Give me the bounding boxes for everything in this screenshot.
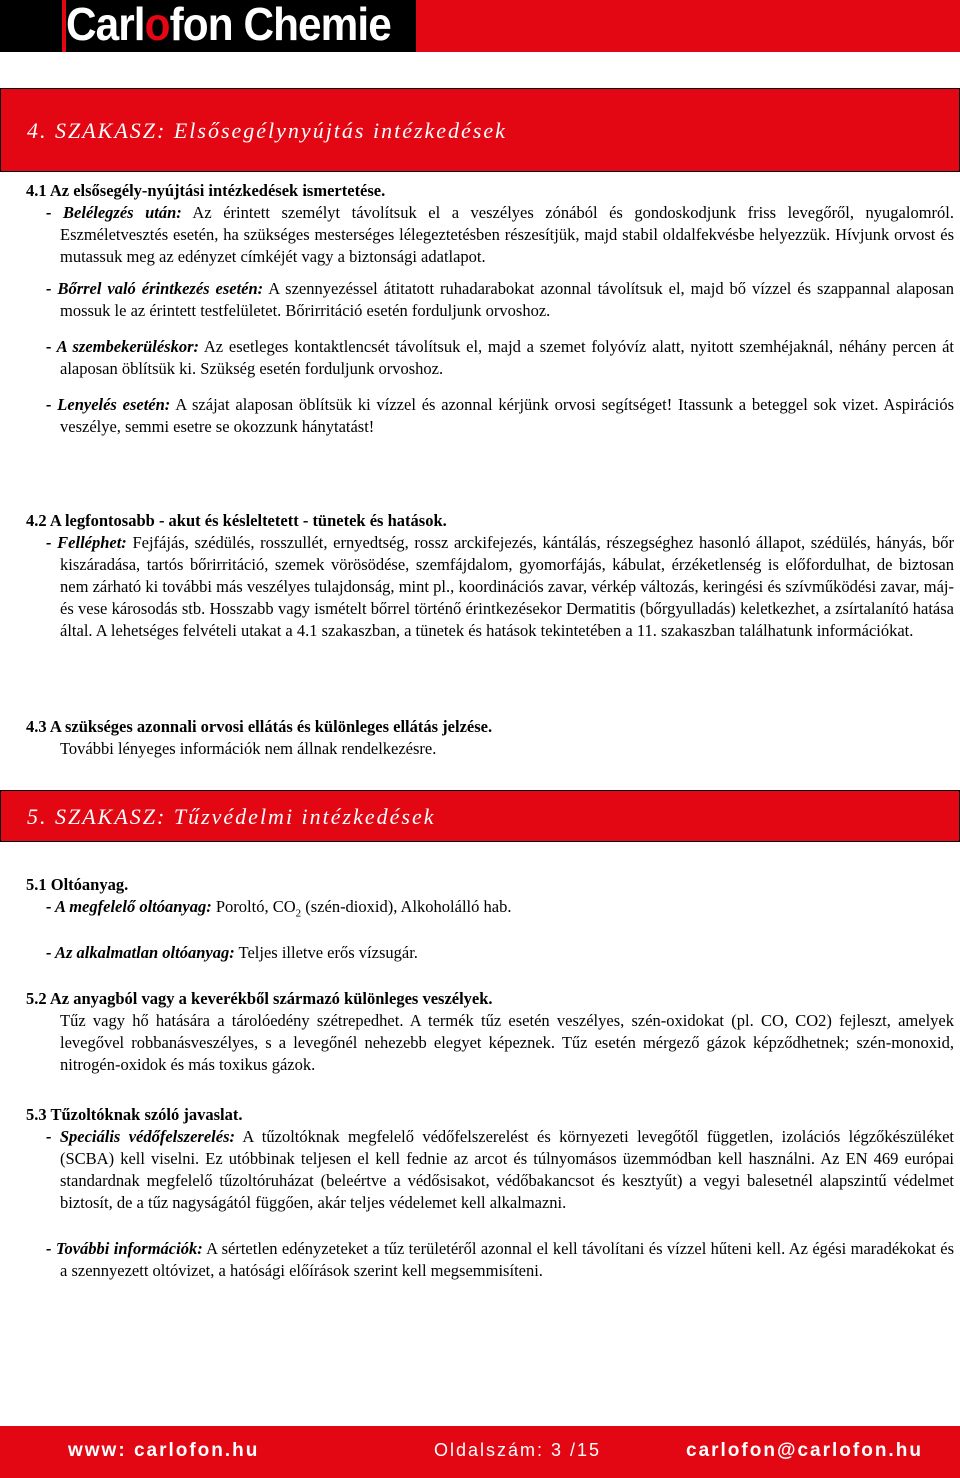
section-4-1-heading: 4.1 Az elsősegély-nyújtási intézkedések ismertetése.: [26, 181, 386, 200]
section-4-title: 4. SZAKASZ: Elsősegélynyújtás intézkedések: [0, 88, 960, 172]
page-footer: [0, 1426, 960, 1478]
section-4-1: [26, 180, 954, 438]
protective-equipment-paragraph: - Speciális védőfelszerelés: A tűzoltóknak megfelelő védőfelszerelést és környezeti levegőtől független, izolációs légzőkészüléket (SCBA) kell viselni. Ez utóbbinak teljesen el kell fednie az arcot és túlnyomásos üzemmódban kell használni. Az EN 469 európai standardnak megfelelő tűzoltóruházat (beleértve a védősisakot, védőbakancsot és kesztyűt) a vegyi balesetnél alapszintű védelmet biztosít, de a tűz nagyságától függően, akár teljes védelemet kell alkalmazni.: [46, 1127, 954, 1212]
section-4-2-heading: 4.2 A legfontosabb - akut és késleltetett - tünetek és hatások.: [26, 511, 447, 530]
skin-contact-paragraph: - Bőrrel való érintkezés esetén: A szennyezéssel átitatott ruhadarabokat azonnal távolítsuk el, majd bő vízzel és szappannal alaposan mossuk le az érintett testfelületet. Bőrirritáció esetén forduljunk orvoshoz.: [46, 279, 954, 320]
special-hazards-text: Tűz vagy hő hatására a tárolóedény szétrepedhet. A termék tűz esetén veszélyes, szén-oxidokat (pl. CO, CO2) fejleszt, amelyek levegővel robbanásveszélyes, s a levegőnél nehezebb elegyet képeznek. Tűz esetén mérgező gázok képződhetnek; szén-monoxid, nitrogén-oxidok és más toxikus gázok.: [60, 1011, 954, 1074]
section-5-3-heading: 5.3 Tűzoltóknak szóló javaslat.: [26, 1105, 243, 1124]
header-logo-bar: [0, 0, 960, 52]
eye-contact-paragraph: - A szembekerüléskor: Az esetleges kontaktlencsét távolítsuk el, majd a szemet folyóvíz alatt, nyitott szemhéjaknál, néhány percen át alaposan öblítsük ki. Szükség esetén forduljunk orvoshoz.: [46, 337, 955, 378]
footer-page-number: Oldalszám: 3 /15: [434, 1440, 602, 1460]
logo-black-block: [0, 0, 62, 52]
section-5-1-heading: 5.1 Oltóanyag.: [26, 875, 129, 894]
footer-website[interactable]: www: carlofon.hu: [68, 1440, 260, 1461]
section-4-3-heading: 4.3 A szükséges azonnali orvosi ellátás és különleges ellátás jelzése.: [26, 717, 493, 736]
section-4-2: [26, 510, 954, 642]
section-4-3: [26, 716, 954, 760]
symptoms-paragraph: - Felléphet: Fejfájás, szédülés, rosszullét, ernyedtség, rossz arckifejezés, kántálás, részegséghez hasonló állapot, szédülés, hányás, bőr kiszáradása, tartós bőrirritáció, szemek vörösödése, szemfájdalom, gyomorfájás, kábulat, érzéketlenség is előfordulhat, de biztosan nem zárható ki további más veszélyes tulajdonság, mint pl., koordinációs zavar, vérkép változás, keringési és szívműködési zavar, máj- és vese károsodás stb. Hosszabb vagy ismételt bőrrel történő érintkezésekor Dermatitis (bőrgyulladás) keletkezhet, a zsírtalanító hatása által. A lehetséges felvételi utakat a 4.1 szakaszban, a tünetek és hatások tekintetében a 11. szakaszban találhatunk információkat.: [46, 533, 954, 640]
section-5-title: 5. SZAKASZ: Tűzvédelmi intézkedések: [0, 790, 960, 842]
suitable-media-paragraph: - A megfelelő oltóanyag: Poroltó, $CO_2$ (szén-dioxid), Alkoholálló hab.: [46, 897, 512, 920]
company-logo: Carlofon Chemie: [66, 0, 391, 50]
further-info-paragraph: - További információk: A sértetlen edényzeteket a tűz területéről azonnal el kell távolítani és vízzel hűteni kell. Az égési maradékokat és a szennyezett oltóvizet, a hatósági előírások szerint kell megsemmisíteni.: [46, 1239, 954, 1280]
footer-email[interactable]: carlofon@carlofon.hu: [686, 1440, 923, 1461]
section-5-2: [26, 988, 954, 1076]
section-5-2-heading: 5.2 Az anyagból vagy a keverékből származó különleges veszélyek.: [26, 989, 493, 1008]
section-5-3: [26, 1104, 954, 1282]
inhalation-paragraph: - Belélegzés után: Az érintett személyt távolítsuk el a veszélyes zónából és gondoskodjunk friss levegőről, nyugalomról. Eszméletvesztés esetén, ha szükséges mesterséges lélegeztetésben részesítjük, majd stabil oldalfekvésbe helyezzük. Hívjunk orvost és mutassuk meg az edényzet címkéjét vagy a biztonsági adatlapot.: [46, 203, 954, 266]
section-4-3-text: További lényeges információk nem állnak rendelkezésre.: [60, 739, 437, 758]
unsuitable-media-paragraph: - Az alkalmatlan oltóanyag: Teljes illetve erős vízsugár.: [46, 943, 418, 963]
section-5-1: [26, 874, 954, 964]
ingestion-paragraph: - Lenyelés esetén: A szájat alaposan öblítsük ki vízzel és azonnal kérjünk orvosi segítséget! Itassunk a beteggel sok vizet. Aspirációs veszélye, semmi esetre se okozzunk hánytatást!: [46, 395, 954, 436]
